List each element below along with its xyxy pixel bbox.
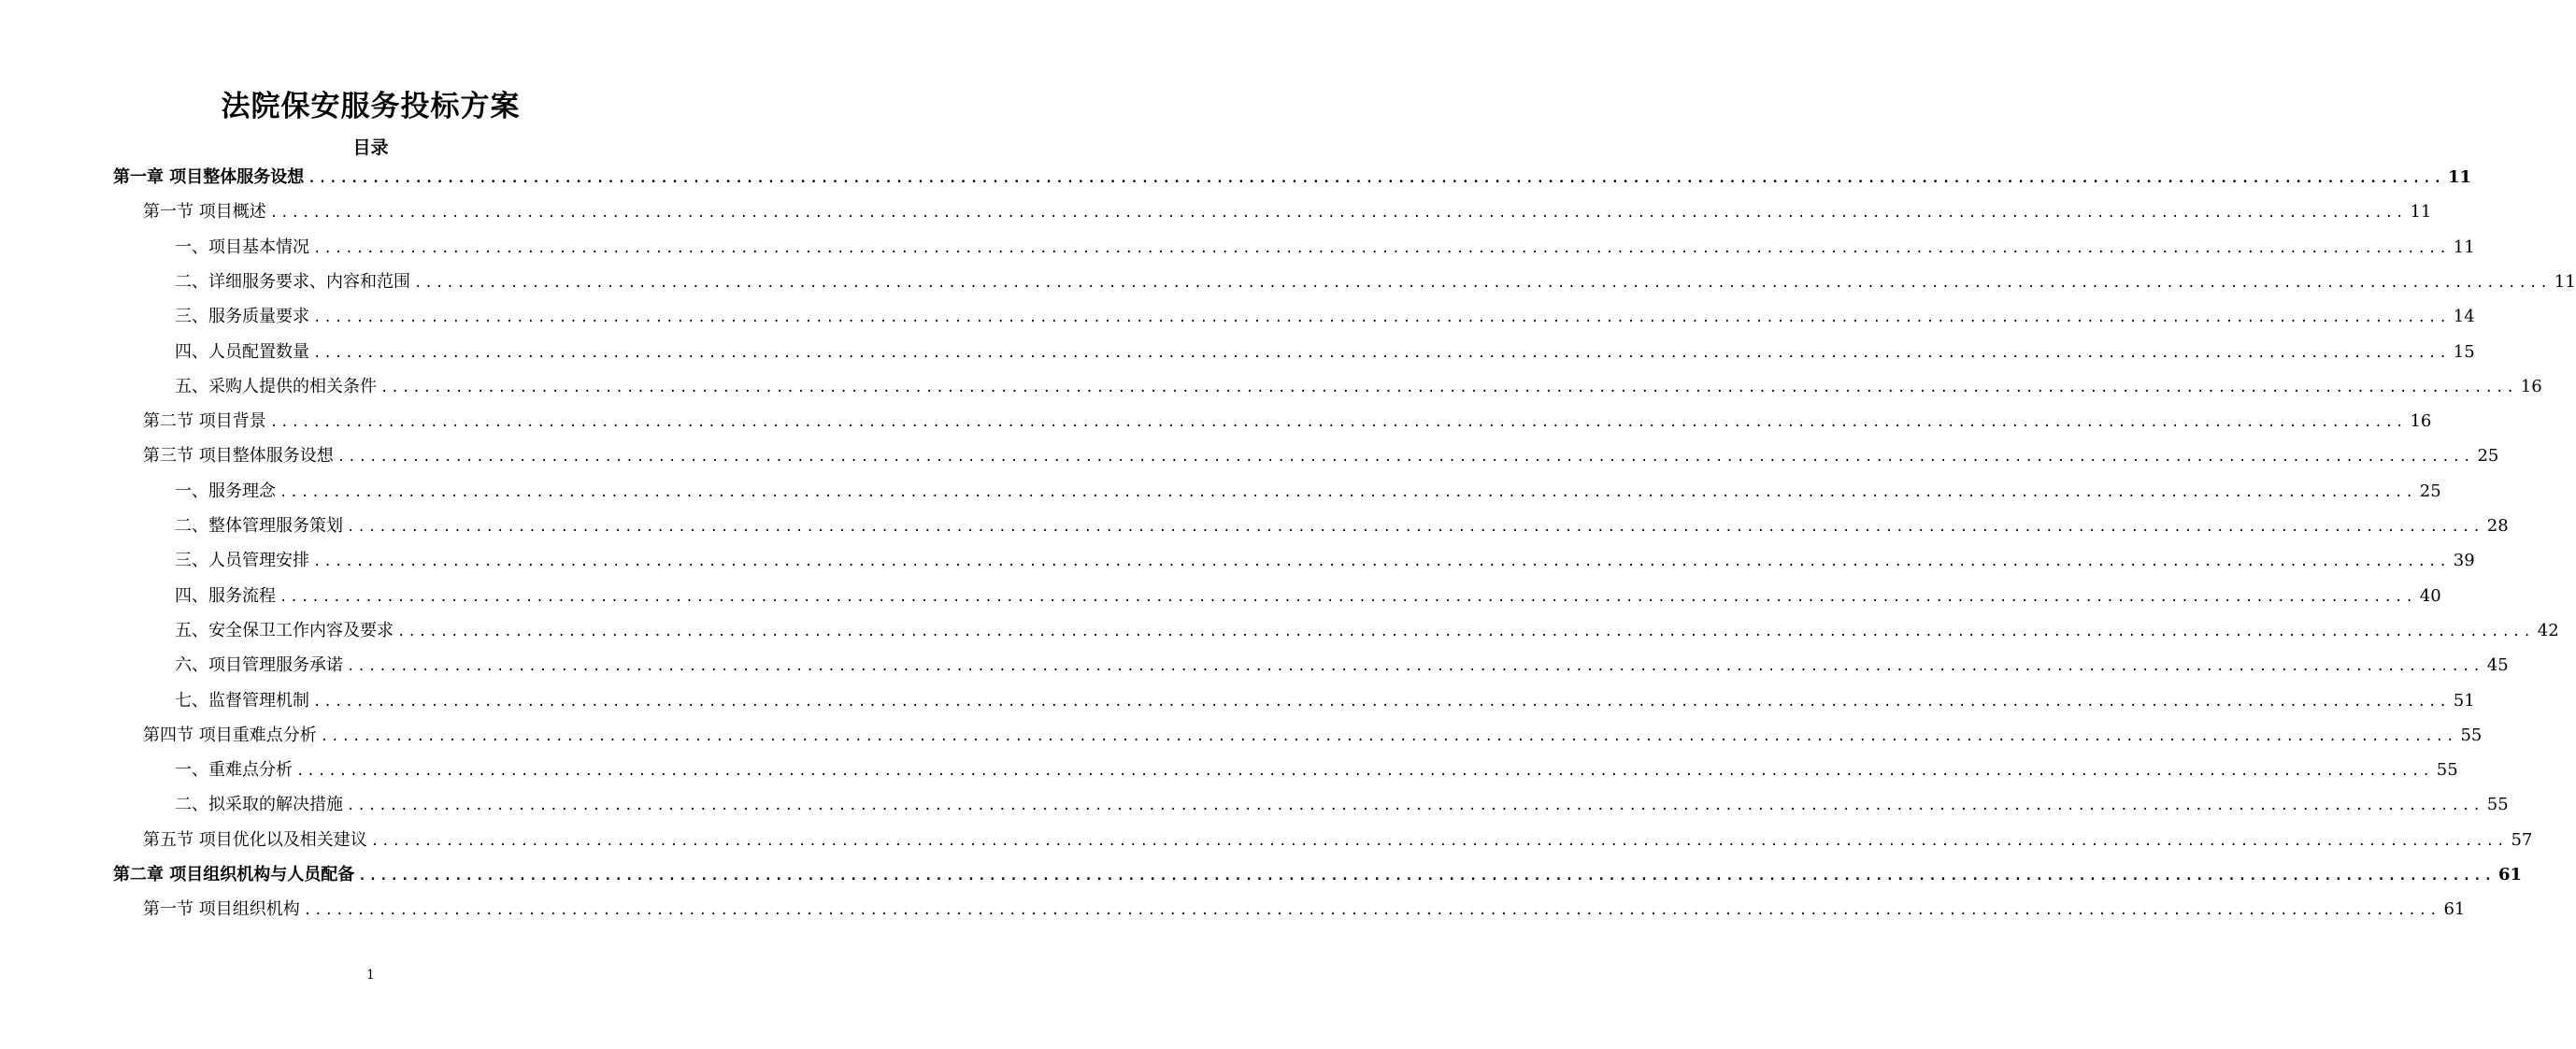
toc-entry-page: 15	[2453, 341, 2475, 362]
toc-entry-page: 11	[2554, 271, 2576, 292]
toc-entry[interactable]	[175, 652, 2509, 680]
toc-entry-page: 51	[2453, 690, 2475, 711]
toc-leader-dots: ........................................................................................................................................................................................................	[313, 240, 2450, 256]
toc-leader-dots: ........................................................................................................................................................................................................	[347, 798, 2483, 814]
toc-leader-dots: ........................................................................................................................................................................................................	[347, 659, 2483, 675]
toc-entry-page: 14	[2453, 307, 2475, 327]
toc-leader-dots: ........................................................................................................................................................................................................	[320, 728, 2457, 744]
toc-entry-page: 39	[2453, 551, 2475, 571]
toc-entry-label: 第二节 项目背景	[143, 411, 266, 432]
toc-leader-dots: ........................................................................................................................................................................................................	[414, 275, 2551, 291]
toc-entry-page: 61	[2498, 865, 2523, 884]
toc-entry-label: 七、监督管理机制	[175, 690, 309, 711]
toc-entry-label: 四、人员配置数量	[175, 341, 309, 362]
toc-leader-dots: ........................................................................................................................................................................................................	[380, 380, 2517, 395]
toc-entry-page: 11	[2410, 202, 2432, 223]
toc-entry-page: 28	[2486, 516, 2509, 536]
toc-entry-page: 45	[2486, 655, 2509, 676]
toc-entry-page: 25	[2419, 481, 2441, 501]
toc-leader-dots: ........................................................................................................................................................................................................	[370, 833, 2508, 849]
toc-entry-page: 40	[2419, 585, 2441, 606]
toc-entry-label: 一、项目基本情况	[175, 237, 309, 257]
toc-leader-dots: ........................................................................................................................................................................................................	[296, 764, 2433, 780]
toc-leader-dots: ........................................................................................................................................................................................................	[347, 520, 2483, 535]
toc-leader-dots: ........................................................................................................................................................................................................	[313, 310, 2450, 326]
toc-entry-page: 11	[2453, 237, 2475, 257]
toc-leader-dots: ........................................................................................................................................................................................................	[269, 415, 2407, 431]
toc-leader-dots: ........................................................................................................................................................................................................	[336, 450, 2474, 466]
toc-entry-label: 第四节 项目重难点分析	[143, 725, 317, 745]
toc-leader-dots: ........................................................................................................................................................................................................	[308, 171, 2445, 186]
toc-entry[interactable]	[175, 617, 2559, 645]
toc-leader-dots: ........................................................................................................................................................................................................	[358, 869, 2496, 884]
toc-entry-page: 42	[2537, 620, 2559, 640]
toc-entry-label: 第三节 项目整体服务设想	[143, 446, 334, 467]
toc-entry-page: 11	[2448, 167, 2472, 187]
toc-entry[interactable]	[175, 687, 2475, 715]
toc-entry-label: 一、重难点分析	[175, 760, 293, 781]
toc-entry-page: 55	[2436, 760, 2458, 781]
toc-entry-label: 三、人员管理安排	[175, 551, 309, 571]
toc-entry-label: 六、项目管理服务承诺	[175, 655, 343, 676]
toc-leader-dots: ........................................................................................................................................................................................................	[279, 589, 2416, 605]
toc-leader-dots: ........................................................................................................................................................................................................	[303, 903, 2440, 919]
toc-entry-page: 16	[2520, 376, 2542, 396]
toc-entry-label: 二、详细服务要求、内容和范围	[175, 271, 410, 292]
toc-entry[interactable]	[143, 198, 2432, 226]
toc-entry-label: 第一节 项目组织机构	[143, 899, 300, 920]
toc-entry[interactable]	[143, 442, 2499, 470]
toc-entry[interactable]	[175, 478, 2441, 506]
toc-entry[interactable]	[175, 373, 2542, 401]
toc-entry-label: 二、拟采取的解决措施	[175, 795, 343, 815]
toc-entry-label: 第一章 项目整体服务设想	[113, 167, 305, 187]
toc-leader-dots: ........................................................................................................................................................................................................	[397, 624, 2534, 639]
toc-entry[interactable]	[143, 826, 2533, 855]
toc-entry[interactable]	[143, 896, 2466, 924]
toc-entry-label: 五、采购人提供的相关条件	[175, 376, 377, 396]
toc-entry-page: 16	[2410, 411, 2432, 432]
toc-entry-label: 五、安全保卫工作内容及要求	[175, 620, 394, 640]
toc-entry-label: 第五节 项目优化以及相关建议	[143, 829, 367, 850]
toc-entry-label: 一、服务理念	[175, 481, 276, 501]
toc-entry[interactable]	[113, 164, 2472, 192]
toc-entry[interactable]	[175, 234, 2475, 262]
toc-entry[interactable]	[113, 861, 2523, 889]
toc-leader-dots: ........................................................................................................................................................................................................	[313, 694, 2450, 710]
toc-entry-page: 25	[2477, 446, 2499, 467]
toc-leader-dots: ........................................................................................................................................................................................................	[313, 554, 2450, 570]
toc-entry[interactable]	[175, 756, 2458, 784]
toc-entry-label: 第二章 项目组织机构与人员配备	[113, 865, 355, 884]
toc-entry[interactable]	[175, 791, 2509, 819]
document-title: 法院保安服务投标方案	[221, 90, 521, 123]
toc-leader-dots: ........................................................................................................................................................................................................	[269, 206, 2407, 222]
toc-entry[interactable]	[143, 408, 2432, 436]
toc-entry[interactable]	[175, 303, 2475, 331]
toc-entry-page: 55	[2460, 725, 2483, 745]
toc-leader-dots: ........................................................................................................................................................................................................	[313, 345, 2450, 361]
toc-entry[interactable]	[175, 512, 2509, 540]
toc-entry[interactable]	[175, 268, 2576, 296]
toc-entry[interactable]	[175, 338, 2475, 366]
toc-entry-page: 57	[2511, 829, 2533, 850]
toc-heading: 目录	[352, 137, 389, 158]
page-number: 1	[366, 968, 375, 983]
toc-entry-page: 55	[2486, 795, 2509, 815]
toc-entry[interactable]	[143, 722, 2483, 750]
toc-leader-dots: ........................................................................................................................................................................................................	[279, 484, 2416, 500]
toc-entry-label: 三、服务质量要求	[175, 307, 309, 327]
toc-entry[interactable]	[175, 547, 2475, 575]
toc-entry-label: 第一节 项目概述	[143, 202, 266, 223]
toc-entry-page: 61	[2443, 899, 2466, 920]
toc-entry-label: 二、整体管理服务策划	[175, 516, 343, 536]
toc-entry-label: 四、服务流程	[175, 585, 276, 606]
toc-entry[interactable]	[175, 582, 2441, 611]
